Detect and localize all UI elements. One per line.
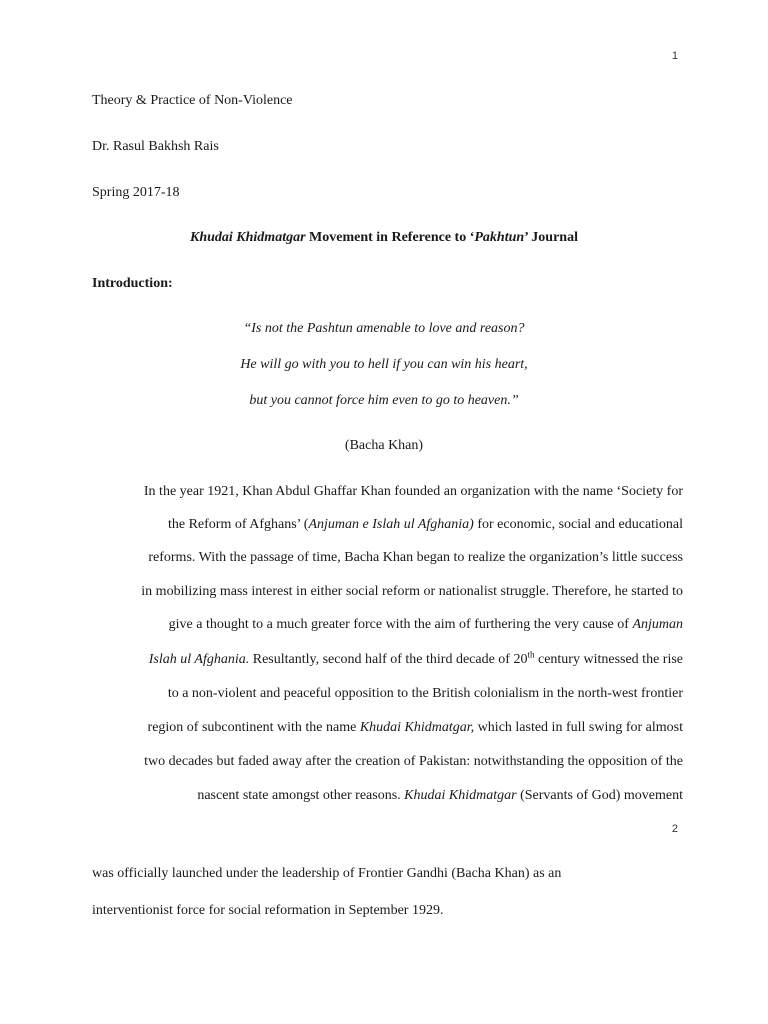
text-segment-italic: Khudai Khidmatgar, — [359, 720, 475, 735]
text-segment-italic: Islah ul Afghania. — [148, 652, 250, 667]
course-title: Theory & Practice of Non-Violence — [92, 93, 293, 108]
paragraph-line: interventionist force for social reformation in September 1929. — [92, 903, 444, 918]
title-part-2: Movement in Reference to ‘ — [305, 230, 475, 245]
quote-line-2: He will go with you to hell if you can win his heart, — [240, 357, 528, 372]
text-segment: give a thought to a much greater force with the aim of furthering the very cause of — [168, 617, 633, 632]
text-segment: for economic, social and educational — [473, 517, 683, 532]
term: Spring 2017-18 — [92, 185, 180, 200]
superscript: th — [527, 649, 535, 660]
text-segment: century witnessed the rise — [534, 652, 683, 667]
page-number: 2 — [671, 823, 678, 835]
text-segment: nascent state amongst other reasons. — [197, 788, 405, 803]
paragraph-line: was officially launched under the leadership of Frontier Gandhi (Bacha Khan) as an — [92, 866, 562, 881]
paragraph-line: in mobilizing mass interest in either social reform or nationalist struggle. Therefore, he started to — [141, 584, 683, 599]
paragraph-line — [169, 617, 683, 633]
quote-line-3: but you cannot force him even to go to heaven.” — [249, 393, 519, 408]
title-part-4: ’ Journal — [524, 230, 578, 245]
instructor-name: Dr. Rasul Bakhsh Rais — [92, 139, 219, 154]
paragraph-line: In the year 1921, Khan Abdul Ghaffar Khan founded an organization with the name ‘Society for — [143, 484, 683, 499]
paragraph-line — [148, 720, 683, 736]
title-part-1: Khudai Khidmatgar — [189, 230, 306, 245]
document-title — [0, 230, 768, 246]
quote-line-1: “Is not the Pashtun amenable to love and reason? — [243, 321, 525, 336]
paragraph-line — [168, 517, 683, 533]
paragraph-line — [148, 649, 683, 668]
text-segment: (Servants of God) movement — [516, 788, 683, 803]
quote-attribution: (Bacha Khan) — [344, 438, 424, 453]
paragraph-line: reforms. With the passage of time, Bacha Khan began to realize the organization’s little success — [148, 550, 683, 565]
paragraph-line: to a non-violent and peaceful opposition to the British colonialism in the north-west frontier — [167, 686, 683, 701]
text-segment: Resultantly, second half of the third decade of 20 — [249, 652, 528, 667]
text-segment: region of subcontinent with the name — [147, 720, 360, 735]
text-segment-italic: Anjuman e Islah ul Afghania) — [308, 517, 474, 532]
page-number: 1 — [671, 50, 678, 62]
paragraph-line — [197, 788, 683, 804]
paragraph-line: two decades but faded away after the creation of Pakistan: notwithstanding the opposition of the — [144, 754, 683, 769]
title-part-3: Pakhtun — [474, 230, 525, 245]
text-segment: which lasted in full swing for almost — [474, 720, 683, 735]
text-segment-italic: Anjuman — [632, 617, 683, 632]
text-segment-italic: Khudai Khidmatgar — [404, 788, 517, 803]
text-segment: the Reform of Afghans’ ( — [167, 517, 309, 532]
section-heading: Introduction: — [92, 276, 173, 291]
